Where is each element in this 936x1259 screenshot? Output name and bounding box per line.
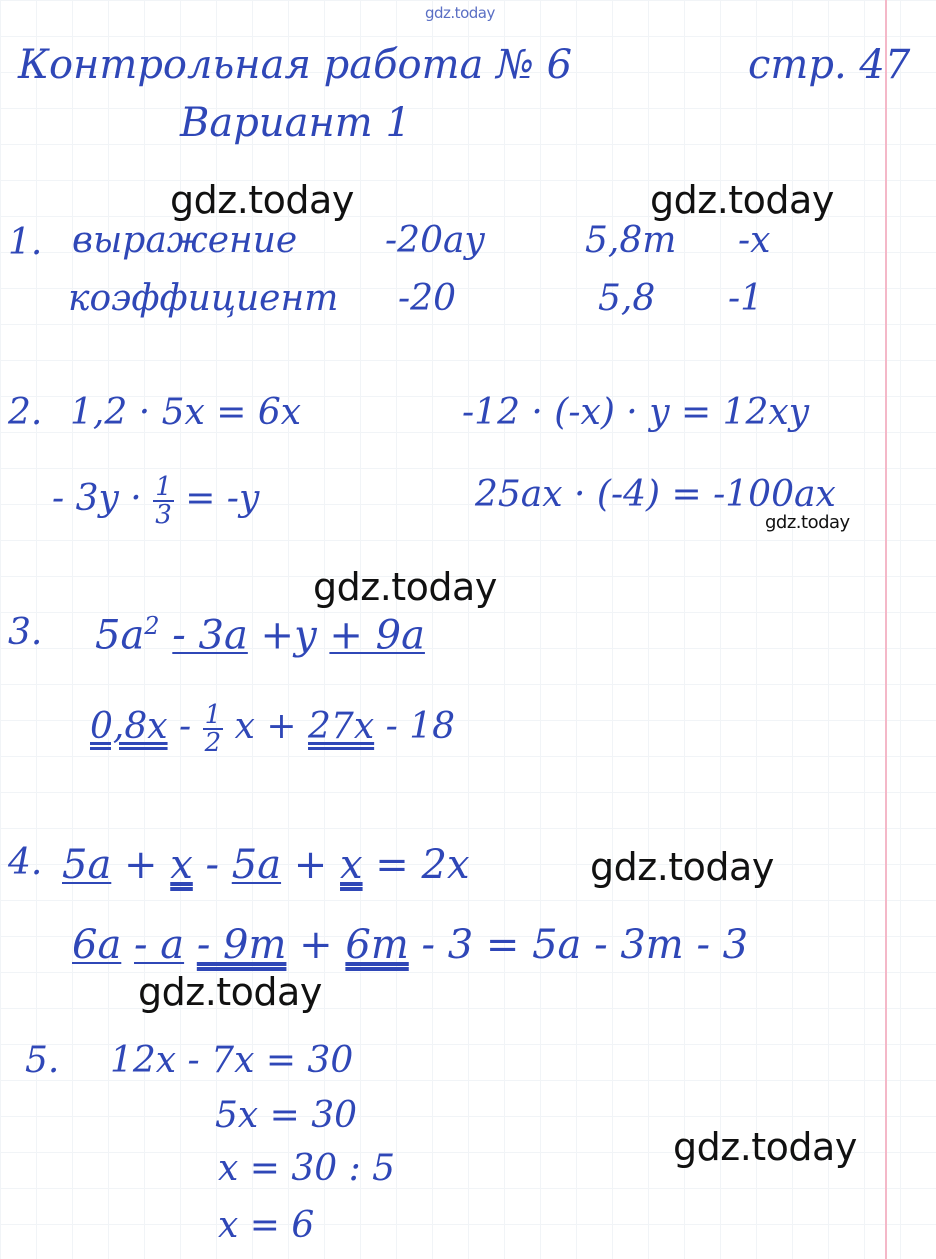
equation-part: - 3y ·	[52, 478, 142, 519]
equation: 25ax · (-4) = -100ax	[475, 474, 836, 515]
term-underlined: - 3a	[172, 612, 248, 659]
term-double-underlined: x	[340, 842, 363, 888]
row-label-expression: выражение	[72, 220, 298, 261]
expression-value: 5,8m	[585, 220, 677, 261]
task-number: 2.	[8, 392, 43, 433]
equation-part: = -y	[185, 478, 260, 519]
task-number: 5.	[25, 1040, 60, 1081]
operator: +	[299, 922, 333, 968]
fraction-numerator: 1	[155, 472, 172, 502]
work-title: Контрольная работа № 6	[18, 42, 573, 88]
equation: 5x = 30	[215, 1095, 358, 1136]
equation: x = 30 : 5	[218, 1148, 396, 1189]
term: x +	[234, 706, 297, 747]
term: - 3 = 5a - 3m - 3	[421, 922, 749, 968]
task-number: 3.	[8, 612, 43, 653]
coefficient-value: -1	[728, 278, 764, 319]
term: +y	[260, 612, 317, 659]
term-double-underlined: - 9m	[196, 922, 287, 968]
task-number: 4.	[8, 842, 43, 883]
expression-value: -20ay	[385, 220, 485, 261]
coefficient-value: -20	[398, 278, 456, 319]
term-underlined: 5a	[62, 842, 112, 888]
term-double-underlined: 0,8x	[90, 706, 168, 747]
row-label-coefficient: коэффициент	[68, 278, 339, 319]
exponent: 2	[144, 612, 160, 640]
term: = 2x	[375, 842, 470, 888]
task-number: 1.	[8, 222, 43, 263]
variant-heading: Вариант 1	[180, 100, 411, 146]
operator: +	[293, 842, 328, 888]
watermark: gdz.today	[590, 845, 774, 889]
term: 5a	[95, 612, 145, 659]
watermark: gdz.today	[313, 565, 497, 609]
expression	[62, 842, 470, 888]
term-double-underlined: 6m	[345, 922, 409, 968]
watermark-small: gdz.today	[765, 512, 850, 533]
term-underlined: 5a	[231, 842, 282, 888]
watermark: gdz.today	[673, 1125, 857, 1169]
watermark: gdz.today	[138, 970, 322, 1014]
fraction-denominator: 3	[155, 500, 172, 530]
expression	[72, 922, 748, 968]
expression-value: -x	[738, 220, 771, 261]
watermark: gdz.today	[170, 178, 354, 222]
term-underlined: + 9a	[329, 612, 425, 659]
fraction	[203, 702, 224, 756]
term-underlined: - a	[134, 922, 185, 968]
watermark: gdz.today	[650, 178, 834, 222]
equation	[52, 474, 259, 528]
term-double-underlined: x	[170, 842, 193, 888]
watermark-top: gdz.today	[425, 4, 495, 22]
notebook-margin-line	[885, 0, 887, 1259]
equation: x = 6	[218, 1205, 315, 1246]
fraction	[153, 474, 174, 528]
page-number: стр. 47	[748, 42, 911, 88]
expression	[95, 612, 425, 658]
expression	[90, 702, 455, 756]
coefficient-value: 5,8	[598, 278, 656, 319]
equation: 1,2 · 5x = 6x	[70, 392, 302, 433]
equation: -12 · (-x) · y = 12xy	[462, 392, 810, 433]
equation: 12x - 7x = 30	[110, 1040, 354, 1081]
operator: +	[124, 842, 158, 888]
term-underlined: 6a	[72, 922, 122, 968]
term: -	[179, 706, 192, 747]
fraction-numerator: 1	[204, 700, 222, 730]
fraction-denominator: 2	[204, 728, 222, 758]
term: - 18	[385, 706, 456, 747]
term-double-underlined: 27x	[308, 706, 375, 747]
operator: -	[205, 842, 220, 888]
